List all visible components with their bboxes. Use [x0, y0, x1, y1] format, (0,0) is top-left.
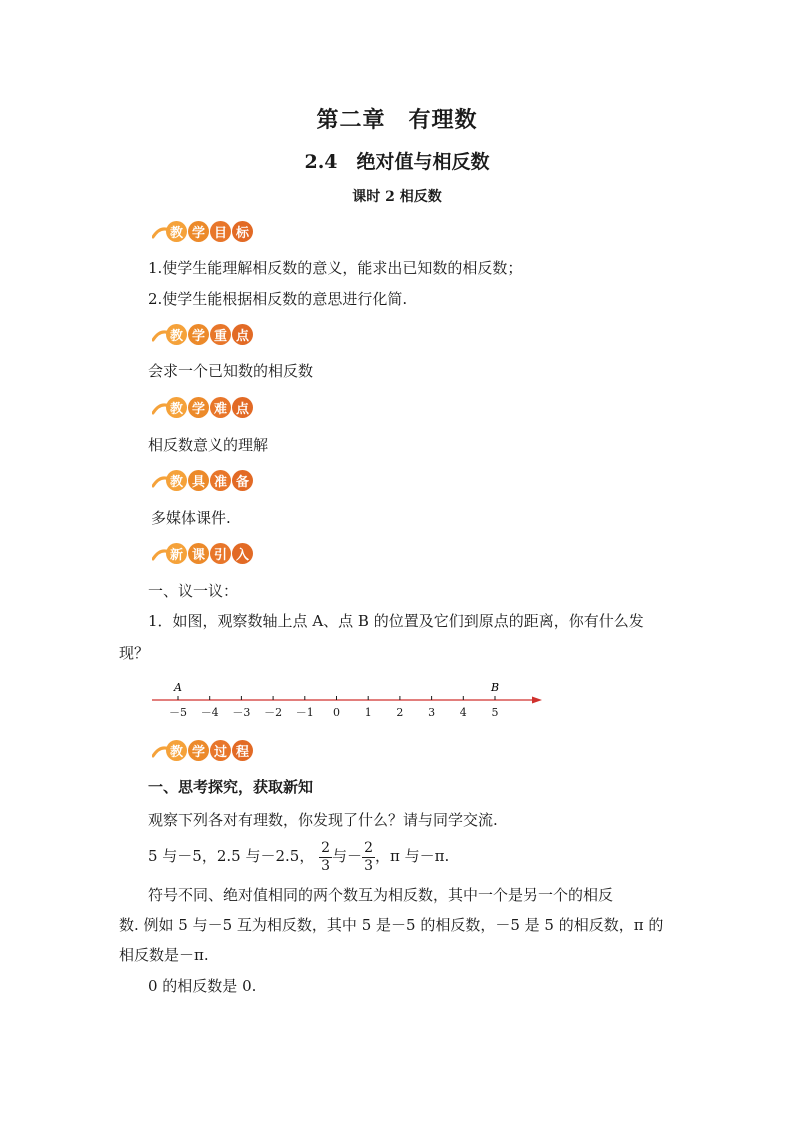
badge-char: 课: [188, 543, 209, 564]
badge-char: 点: [232, 324, 253, 345]
badge-teaching-tools: [152, 469, 254, 491]
definition-line3: 相反数是－π.: [119, 946, 209, 964]
badge-char: 点: [232, 397, 253, 418]
number-line-tick-label: －1: [295, 706, 314, 719]
goal-item-2: 2.使学生能根据相反数的意思进行化简.: [148, 290, 408, 308]
number-line-tick-label: －4: [200, 706, 219, 719]
arrow-right-icon: [532, 697, 542, 704]
number-line-tick-label: －2: [264, 706, 283, 719]
badge-char: 学: [188, 324, 209, 345]
badge-char: 教: [166, 221, 187, 242]
difficulties-text: 相反数意义的理解: [148, 436, 269, 454]
point-a-label: A: [174, 681, 182, 694]
tools-text: 多媒体课件.: [151, 509, 231, 527]
goal-item-1: 1.使学生能理解相反数的意义，能求出已知数的相反数；: [148, 259, 523, 277]
number-line-tick-label: 3: [428, 706, 436, 719]
number-line: [150, 676, 550, 722]
opposite-pairs-line: [148, 836, 449, 876]
pairs-text: 与－: [332, 847, 363, 865]
number-line-tick-label: 2: [396, 706, 404, 719]
intro-heading: 一、议一议：: [148, 582, 239, 600]
badge-char: 新: [166, 543, 187, 564]
badge-char: 教: [166, 324, 187, 345]
badge-teaching-goals: [152, 220, 254, 242]
badge-char: 程: [232, 740, 253, 761]
pairs-text: 5 与－5，2.5 与－2.5，: [148, 847, 315, 865]
badge-char: 目: [210, 221, 231, 242]
number-line-tick-label: －5: [169, 706, 187, 719]
badge-char: 重: [210, 324, 231, 345]
badge-difficulties: [152, 396, 254, 418]
badge-char: 教: [166, 470, 187, 491]
badge-char: 具: [188, 470, 209, 491]
intro-question-line2: 现？: [119, 644, 150, 662]
intro-question-line1: 1．如图，观察数轴上点 A、点 B 的位置及它们到原点的距离，你有什么发: [148, 612, 644, 630]
badge-key-points: [152, 323, 254, 345]
fraction-numerator: 2: [364, 839, 373, 856]
badge-char: 学: [188, 397, 209, 418]
key-points-text: 会求一个已知数的相反数: [148, 362, 314, 380]
number-line-tick-label: 1: [364, 706, 372, 719]
badge-char: 学: [188, 221, 209, 242]
pairs-text: ，π 与－π.: [374, 847, 450, 865]
badge-char: 教: [166, 397, 187, 418]
number-line-tick-labels: [169, 706, 499, 719]
badge-char: 难: [210, 397, 231, 418]
badge-char: 过: [210, 740, 231, 761]
number-line-tick-label: 5: [491, 706, 499, 719]
zero-opposite-text: 0 的相反数是 0.: [148, 977, 257, 995]
lesson-title: 课时 2 相反数: [352, 189, 442, 205]
process-heading: 一、思考探究，获取新知: [148, 778, 314, 796]
badge-char: 备: [232, 470, 253, 491]
badge-char: 准: [210, 470, 231, 491]
badge-char: 引: [210, 543, 231, 564]
badge-char: 学: [188, 740, 209, 761]
section-title: 2.4 绝对值与相反数: [304, 151, 490, 173]
process-observe: 观察下列各对有理数，你发现了什么？请与同学交流.: [148, 811, 498, 829]
chapter-title: 第二章 有理数: [316, 107, 478, 133]
number-line-tick-label: －3: [232, 706, 251, 719]
badge-char: 入: [232, 543, 253, 564]
fraction-numerator: 2: [321, 839, 331, 856]
definition-line2: 数. 例如 5 与－5 互为相反数，其中 5 是－5 的相反数，－5 是 5 的相反数，π 的: [119, 916, 664, 934]
point-b-label: B: [490, 681, 500, 694]
fraction-denominator: 3: [321, 857, 331, 874]
number-line-tick-label: 4: [459, 706, 467, 719]
fraction: [362, 840, 375, 875]
badge-intro: [152, 542, 254, 564]
number-line-tick-label: 0: [333, 706, 340, 719]
badge-char: 标: [232, 221, 253, 242]
fraction-denominator: 3: [364, 857, 373, 874]
badge-teaching-process: [152, 739, 254, 761]
badge-char: 教: [166, 740, 187, 761]
fraction: [319, 840, 332, 875]
definition-line1: 符号不同、绝对值相同的两个数互为相反数，其中一个是另一个的相反: [148, 886, 614, 904]
